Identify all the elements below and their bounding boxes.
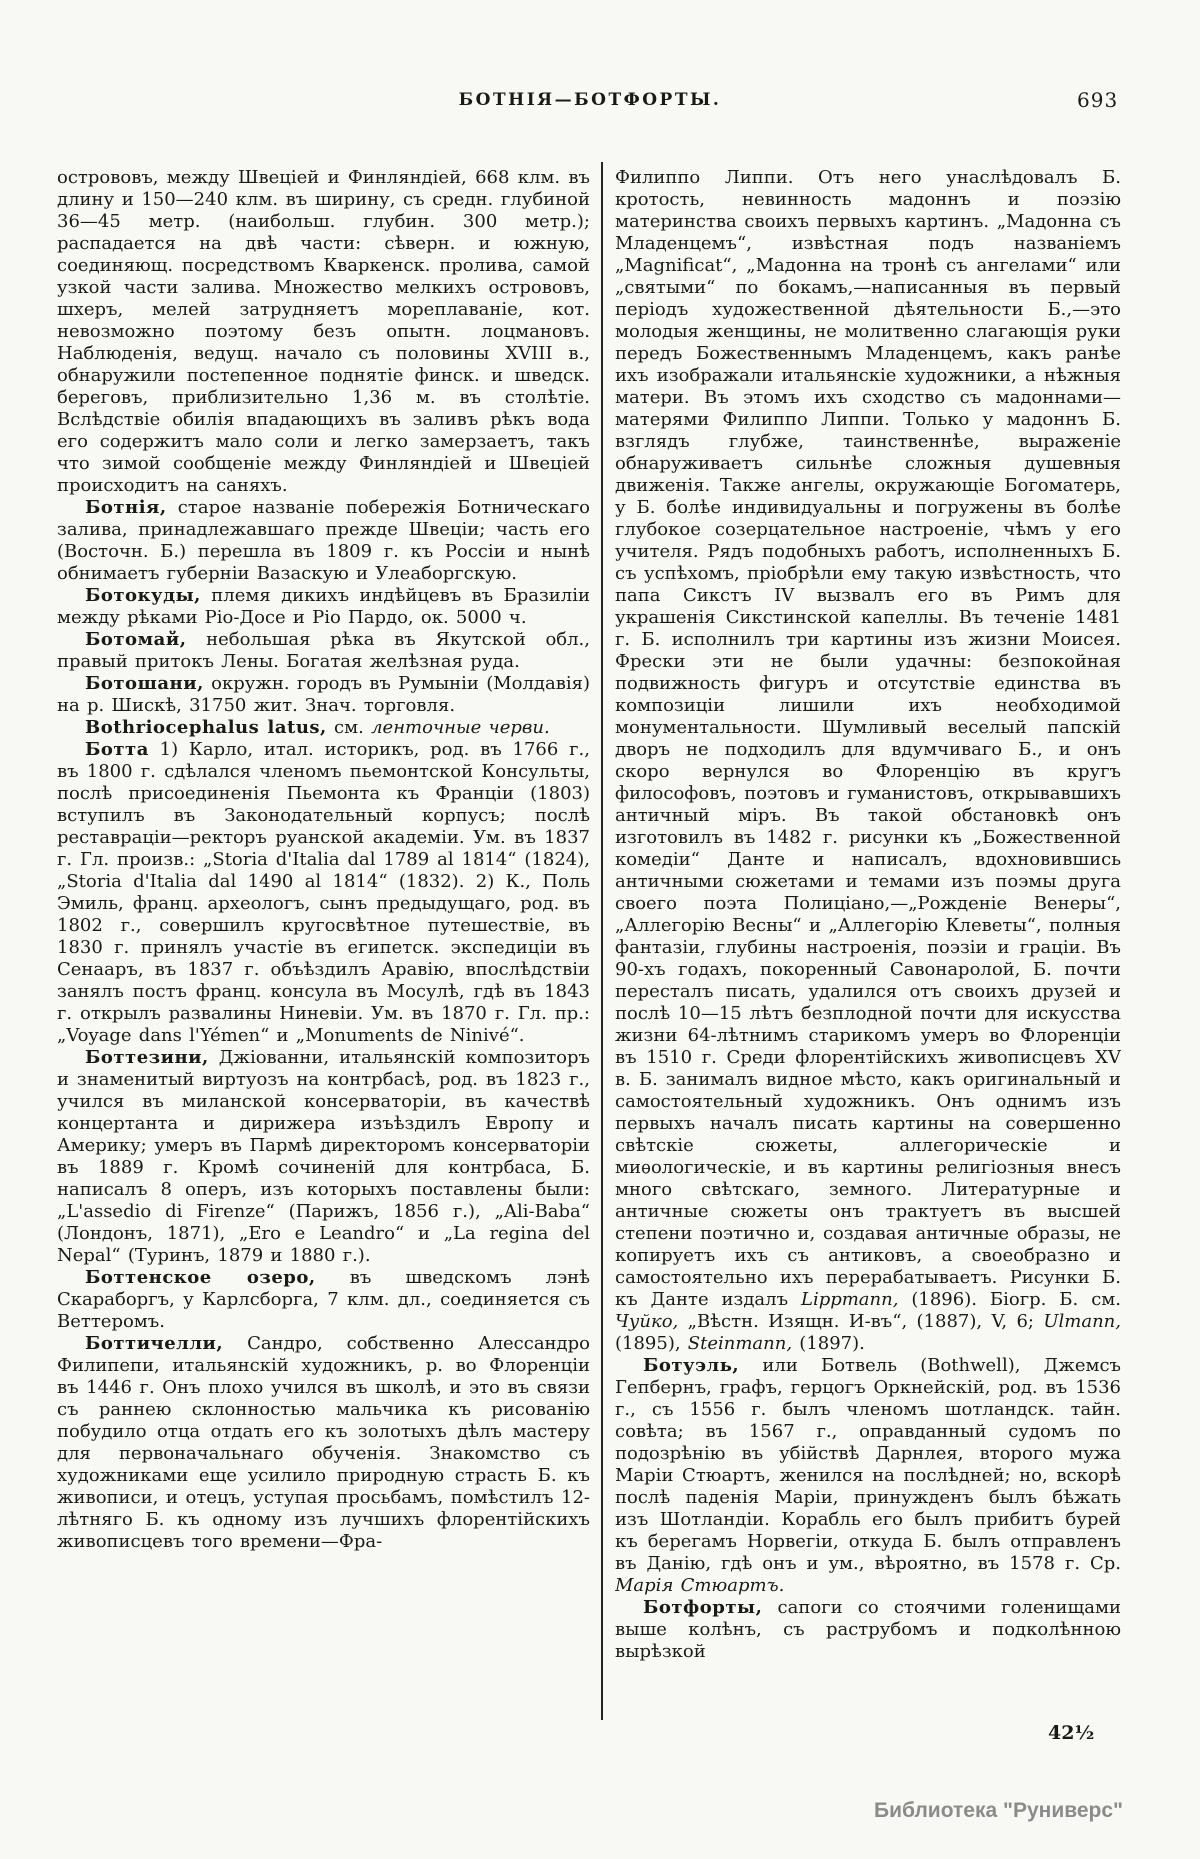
right-column bbox=[615, 167, 1121, 1723]
entry-paragraph: Боттенское озеро, въ шведскомъ лэнѣ Скараборгъ, у Карлсборга, 7 клм. дл., соединяется съ Веттеромъ. bbox=[57, 1267, 590, 1332]
entry-paragraph: Ботошани, окружн. городъ въ Румыніи (Молдавія) на р. Шискѣ, 31750 жит. Знач. торговля. bbox=[57, 673, 590, 716]
signature-mark: 42½ bbox=[1048, 1722, 1095, 1744]
page-number: 693 bbox=[1077, 88, 1119, 112]
continuation-paragraph: Филиппо Липпи. Отъ него унаслѣдовалъ Б. кротость, невинность мадоннъ и поэзію материнства своихъ первыхъ картинъ. „Мадонна съ Младенцемъ“, извѣстная подъ названіемъ „Magnificat“, „Мадонна на тронѣ съ ангелами“ или „святыми“ по бокамъ,—написанныя въ первый періодъ художественной дѣятельности Б.,—это молодыя женщины, не молитвенно слагающія руки передъ Божественнымъ Младенцемъ, какъ ранѣе ихъ изображали итальянскіе художники, а нѣжныя матери. Въ этомъ ихъ сходство съ мадоннами—матерями Филиппо Липпи. Только у мадоннъ Б. взглядъ глубже, таинственнѣе, выраженіе обнаруживаетъ сильнѣе сложныя душевныя движенія. Также ангелы, окружающіе Богоматерь, у Б. болѣе индивидуальны и погружены въ болѣе глубокое созерцательное настроеніе, чѣмъ у его учителя. Рядъ подобныхъ работъ, исполненныхъ Б. съ успѣхомъ, пріобрѣли ему такую извѣстность, что папа Сикстъ IV вызвалъ его въ Римъ для украшенія Сикстинской капеллы. Въ теченіе 1481 г. Б. исполнилъ три картины изъ жизни Моисея. Фрески эти не были удачны: безпокойная подвижность фигуръ и отсутствіе единства въ композиціи лишили ихъ необходимой монументальности. Шумливый веселый папскій дворъ не подходилъ для вдумчиваго Б., и онъ скоро вернулся во Флоренцію въ кругъ философовъ, поэтовъ и гуманистовъ, открывавшихъ античный міръ. Въ такой обстановкѣ онъ изготовилъ въ 1482 г. рисунки къ „Божественной комедіи“ Данте и написалъ, вдохновившись античными сюжетами и темами изъ поэмы друга своего поэта Полиціано,—„Рожденіе Венеры“, „Аллегорію Весны“ и „Аллегорію Клеветы“, полныя фантазіи, глубины настроенія, поэзіи и граціи. Въ 90-хъ годахъ, покоренный Савонаролой, Б. почти пересталъ писать, удалился отъ своихъ друзей и послѣ 10—15 лѣтъ безплодной почти для искусства жизни 64-лѣтнимъ старикомъ умеръ во Флоренціи въ 1510 г. Среди флорентійскихъ живописцевъ XV в. Б. занималъ видное мѣсто, какъ оригинальный и самостоятельный художникъ. Онъ однимъ изъ первыхъ началъ писать картины на совершенно свѣтскіе сюжеты, аллегорическіе и миѳологическіе, и въ картины религіозныя внесъ много свѣтскаго, земного. Литературные и античные сюжеты онъ трактуетъ въ высшей степени поэтично и, создавая античные образы, не копируетъ ихъ съ антиковъ, а своеобразно и самостоятельно ихъ перерабатываетъ. Рисунки Б. къ Данте издалъ Lippmann, (1896). Біогр. Б. см. Чуйко, „Вѣстн. Изящн. И-въ“, (1887), V, 6; Ulmann, (1895), Steinmann, (1897). bbox=[615, 167, 1121, 1354]
entry-paragraph: Ботфорты, сапоги со стоячими голенищами выше колѣнъ, съ раструбомъ и подколѣнною вырѣзкой bbox=[615, 1597, 1121, 1662]
italic-reference: Ulmann, bbox=[1043, 1311, 1121, 1332]
entry-headword: Боттезини, bbox=[85, 1047, 209, 1068]
entry-headword: Ботомай, bbox=[85, 629, 187, 650]
entry-paragraph: Bothriocephalus latus, см. ленточные черви. bbox=[85, 717, 550, 738]
entry-headword: Ботта bbox=[85, 739, 149, 760]
entry-paragraph: Боттичелли, Сандро, собственно Алессандро Филипепи, итальянскій художникъ, р. во Флоренціи въ 1446 г. Онъ плохо учился въ школѣ, и это въ связи съ раннею склонностью мальчика къ рисованію побудило отца отдать его къ золотыхъ дѣлъ мастеру для первоначальнаго обученія. Знакомство съ художниками еще усилило природную страсть Б. къ живописи, и отецъ, уступая просьбамъ, помѣстилъ 12-лѣтняго Б. къ одному изъ лучшихъ флорентійскихъ живописцевъ того времени—Фра- bbox=[57, 1333, 590, 1552]
entry-headword: Боттичелли, bbox=[85, 1333, 224, 1354]
entry-headword: Ботуэль, bbox=[643, 1355, 740, 1376]
italic-reference: Чуйко, bbox=[615, 1311, 679, 1332]
entry-headword: Боттенское озеро, bbox=[85, 1267, 316, 1288]
entry-headword: Ботфорты, bbox=[643, 1597, 763, 1618]
running-title: БОТНІЯ—БОТФОРТЫ. bbox=[458, 90, 722, 110]
italic-reference: Steinmann, bbox=[687, 1333, 793, 1354]
italic-reference: Lippmann, bbox=[800, 1289, 899, 1310]
entry-paragraph: Ботомай, небольшая рѣка въ Якутской обл., правый притокъ Лены. Богатая желѣзная руда. bbox=[57, 629, 590, 672]
entry-headword: Ботокуды, bbox=[85, 585, 201, 606]
library-watermark: Библиотека "Руниверс" bbox=[874, 1799, 1124, 1822]
entry-paragraph: Ботуэль, или Ботвель (Bothwell), Джемсъ Гепбернъ, графъ, герцогъ Оркнейскій, род. въ 1536 г., съ 1556 г. былъ членомъ шотландск. тайн. совѣта; въ 1567 г., оправданный судомъ по подозрѣнію въ убійствѣ Дарнлея, второго мужа Маріи Стюартъ, женился на послѣдней; но, вскорѣ послѣ паденія Маріи, принужденъ былъ бѣжать изъ Шотландіи. Корабль его былъ прибитъ бурей къ берегамъ Норвегіи, откуда Б. былъ отправленъ въ Данію, гдѣ онъ и ум., вѣроятно, въ 1578 г. Ср. Марія Стюартъ. bbox=[615, 1355, 1121, 1596]
entry-headword: Bothriocephalus latus, bbox=[85, 717, 327, 738]
entry-paragraph: Боттезини, Джіованни, итальянскій композиторъ и знаменитый виртуозъ на контрбасѣ, род. въ 1823 г., учился въ миланской консерваторіи, въ качествѣ концертанта и дирижера изъѣздилъ Европу и Америку; умеръ въ Пармѣ директоромъ консерваторіи въ 1889 г. Кромѣ сочиненій для контрбаса, Б. написалъ 8 оперъ, изъ которыхъ поставлены были: „L'assedio di Firenze“ (Парижъ, 1856 г.), „Ali-Baba“ (Лондонъ, 1871), „Ero e Leandro“ и „La regina del Nepal“ (Туринъ, 1879 и 1880 г.). bbox=[57, 1047, 590, 1266]
left-column bbox=[57, 167, 590, 1723]
continuation-paragraph: острововъ, между Швеціей и Финляндіей, 668 клм. въ длину и 150—240 клм. въ ширину, съ средн. глубиной 36—45 метр. (наибольш. глубин. 300 метр.); распадается на двѣ части: сѣверн. и южную, соединяющ. посредствомъ Кваркенск. пролива, самой узкой части залива. Множество мелкихъ острововъ, шхеръ, мелей затрудняетъ мореплаваніе, кот. невозможно поэтому безъ опытн. лоцмановъ. Наблюденія, ведущ. начало съ половины XVIII в., обнаружили постепенное поднятіе финск. и шведск. береговъ, приблизительно 1,36 м. въ столѣтіе. Вслѣдствіе обилія впадающихъ въ заливъ рѣкъ вода его содержитъ мало соли и легко замерзаетъ, такъ что зимой сообщеніе между Финляндіей и Швеціей происходитъ на саняхъ. bbox=[57, 167, 590, 496]
entry-headword: Ботошани, bbox=[85, 673, 204, 694]
italic-reference: Марія Стюартъ. bbox=[615, 1575, 785, 1596]
italic-reference: ленточные черви. bbox=[371, 717, 550, 738]
entry-headword: Ботнія, bbox=[85, 497, 167, 518]
column-divider bbox=[601, 162, 603, 1720]
entry-paragraph: Ботта 1) Карло, итал. историкъ, род. въ 1766 г., въ 1800 г. сдѣлался членомъ пьемонтской Консульты, послѣ присоединенія Пьемонта къ Франціи (1803) вступилъ въ Законодательный корпусъ; послѣ реставраціи—ректоръ руанской академіи. Ум. въ 1837 г. Гл. произв.: „Storia d'Italia dal 1789 al 1814“ (1824), „Storia d'Italia dal 1490 al 1814“ (1832). 2) К., Поль Эмиль, франц. археологъ, сынъ предыдущаго, род. въ 1802 г., совершилъ кругосвѣтное путешествіе, въ 1830 г. принялъ участіе въ египетск. экспедиціи въ Сенааръ, въ 1837 г. объѣздилъ Аравію, впослѣдствіи занялъ постъ франц. консула въ Мосулѣ, гдѣ въ 1843 г. открылъ развалины Ниневіи. Ум. въ 1870 г. Гл. пр.: „Voyage dans l'Yémen“ и „Monuments de Ninivé“. bbox=[57, 739, 590, 1046]
entry-paragraph: Ботнія, старое названіе побережія Ботническаго залива, принадлежавшаго прежде Швеціи; часть его (Восточн. Б.) перешла въ 1809 г. къ Россіи и нынѣ обнимаетъ губерніи Вазаскую и Улеаборгскую. bbox=[57, 497, 590, 584]
entry-paragraph: Ботокуды, племя дикихъ индѣйцевъ въ Бразиліи между рѣками Ріо-Досе и Ріо Пардо, ок. 5000 ч. bbox=[57, 585, 590, 628]
